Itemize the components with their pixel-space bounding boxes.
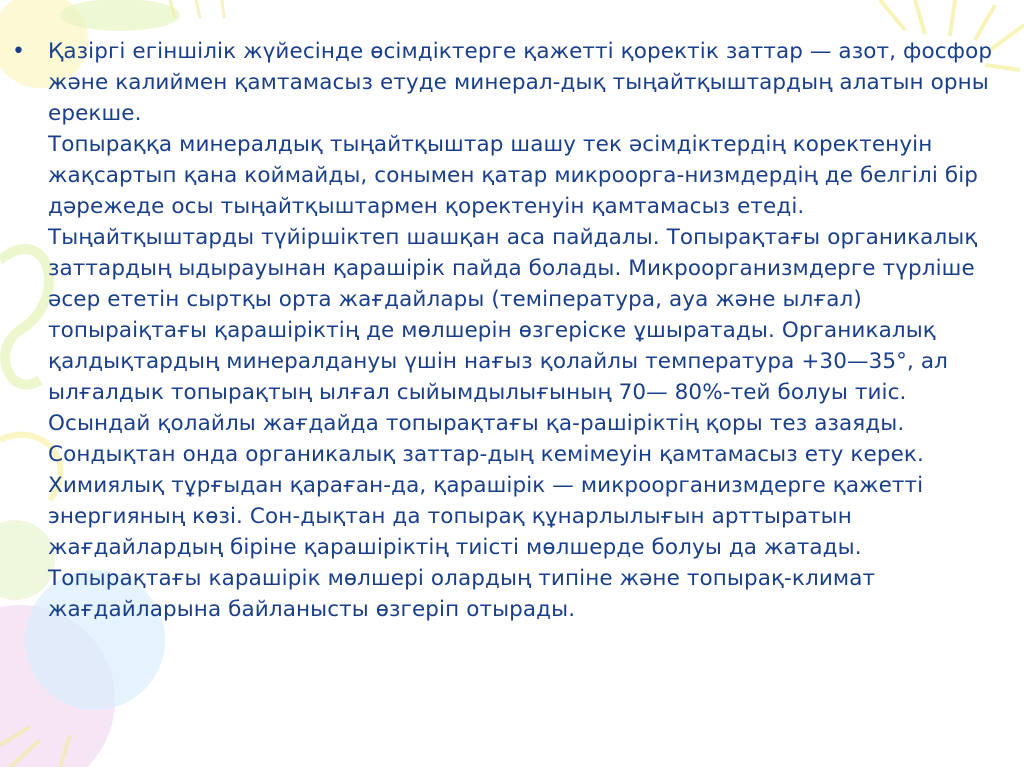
decor-ellipse-green [60,0,180,31]
paragraph-intro: Қазіргі егіншілік жүйесінде өсімдіктерге қажетті қоректік заттар — азот, фосфор және калиймен қамтамасыз етуде минерал-дық тыңайтқыштардың алатын орны ерекше. [48,39,993,126]
paragraph-main: Топыраққа минералдық тыңайтқыштар шашу тек әсімдіктердің коректенуін жақсартып қана коймайды, сонымен қатар микроорга-низмдердің де белгілі бір дәрежеде осы тыңайтқыштармен қоректенуін қамтамасыз етеді. Тыңайтқыштарды түйіршіктеп шашқан аса пайдалы. Топырақтағы органикалық заттардың ыдырауынан қарашірік пайда болады. Микроорганизмдерге түрліше әсер ететін сыртқы орта жағдайлары (теміпература, ауа және ылғал) топыраіқтағы қарашіріктің де мөлшерін өзгеріске ұшыратады. Органикалық қалдықтардың минералдануы үшін нағыз қолайлы температура +30—35°, ал ылғалдык топырақтың ылғал сыйымдылығының 70— 80%-тей болуы тиіс. Осындай қолайлы жағдайда топырақтағы қа-рашіріктің қоры тез азаяды. Сондықтан онда органикалық заттар-дың кемімеуін қамтамасыз ету керек. Химиялық тұрғыдан қараған-да, қарашірік — микроорганизмдерге қажетті энергияның көзі. Сон-дықтан да топырақ құнарлылығын арттыратын жағдайлардың біріне қарашіріктің тиісті мөлшерде болуы да жатады. [48,132,979,560]
bullet-item [10,36,1010,625]
bullet-text-block [48,36,1010,625]
bullet-marker: • [12,39,25,64]
slide-content [10,36,1010,625]
paragraph-closing: Топырақтағы карашірік мөлшері олардың типіне және топырақ-климат жағдайларына байланысты өзгеріп отырады. [48,566,876,622]
